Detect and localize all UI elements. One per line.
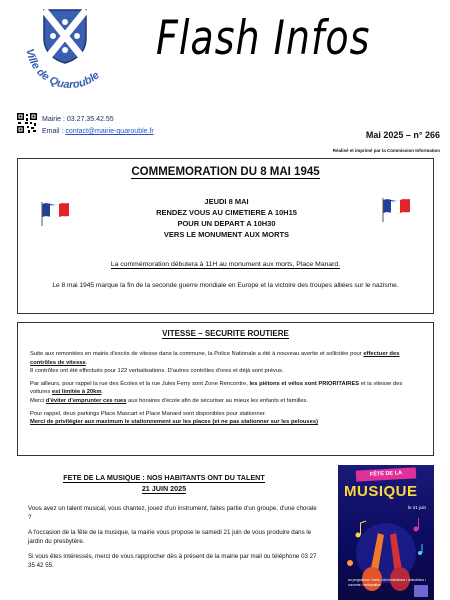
fete-title [22,472,306,494]
town-logo [14,4,122,100]
commemoration-title [18,166,433,178]
fete-paragraph: Si vous êtes intéressés, merci de vous rapprocher dès à présent de la mairie par mail ou téléphone 03 27 35 42 55. [28,553,317,569]
commemoration-box [17,158,434,314]
text-run-emphasis: est limitée à 20km [51,389,102,396]
mairie-phone-line [42,114,154,126]
email-label: Email : [42,128,66,135]
contact-block [42,114,154,138]
poster-tag: FÊTE DE LA [356,467,416,481]
text-run: Merci [30,397,46,404]
text-run-emphasis: Merci de privilégier aux maximum le stationnement sur les places (et ne pas stationner sur les pelouses) [30,419,319,426]
schedule-line: JEUDI 8 MAI [204,197,249,206]
text-run: 8 contrôles ont été effectués pour 122 verbalisations. D'autres contrôles d'ores et déjà sont prévus. [30,368,284,375]
commemoration-schedule [78,196,375,240]
commemoration-location [18,261,433,268]
text-run: aux horaires d'école afin de sécuriser au mieux les enfants et familles. [126,397,309,404]
logo-text: Ville de Quarouble [23,47,102,92]
schedule-line: VERS LE MONUMENT AUX MORTS [163,230,290,239]
schedule-line: POUR UN DEPART A 10H30 [177,219,276,228]
vitesse-paragraph [30,380,423,406]
fete-title-date: 21 JUIN 2025 [141,484,187,493]
vitesse-body [30,350,423,431]
shield-icon [42,8,88,64]
schedule-line: RENDEZ VOUS AU CIMETIERE A 10H15 [156,208,297,217]
page-title: Flash Infos [156,10,371,65]
printed-by: Réalisé et imprimé par la Commission Information [332,148,440,153]
poster-title: MUSIQUE [344,483,418,500]
commemoration-title-text: COMMEMORATION DU 8 MAI 1945 [131,166,320,178]
text-run: Pour rappel, deux parkings Place Mascart et Place Manard sont disponibles pour stationner. [30,410,267,417]
fete-poster [338,465,434,600]
email-link[interactable]: contact@mairie-quarouble.fr [65,128,154,135]
vitesse-title-text: VITESSE – SECURITE ROUTIERE [162,329,289,338]
poster-info: au programme • karts • démonstrations • animations • concerts • restauration [348,578,427,587]
fete-paragraph: A l'occasion de la fête de la musique, la mairie vous propose le samedi 21 juin de vous produire dans le jardin du presbytère. [28,529,312,545]
french-flag-icon [381,197,411,223]
vitesse-title [18,329,433,338]
fete-title-line: FETE DE LA MUSIQUE : NOS HABITANTS ONT DU TALENT [63,473,265,482]
vitesse-paragraph [30,350,423,376]
email-line [42,126,154,138]
mairie-phone: 03.27.35.42.55 [66,116,114,123]
text-run-emphasis: les piétons et vélos sont PRIORITAIRES [249,380,360,387]
fete-body [28,504,318,576]
vitesse-paragraph [30,410,423,427]
vitesse-box [17,322,434,456]
text-run: et la vitesse des voitures [30,380,403,396]
text-run-emphasis: d'éviter d'emprunter ces rues [45,397,127,404]
french-flag-icon [40,201,70,227]
fete-paragraph: Vous avez un talent musical, vous chantez, jouez d'un instrument, faites partie d'un groupe, d'une chorale ? [28,505,317,521]
mairie-label: Mairie : [42,116,67,123]
text-run: Suite aux remontées en mairie d'excès de vitesse dans la commune, la Police Nationale a été à nouveau avertie et sollicitée pour [30,351,364,357]
issue-number: Mai 2025 – n° 266 [365,130,440,140]
poster-date: le 21 juin [407,505,426,510]
qr-code-icon [16,112,38,134]
text-run: Par ailleurs, pour rappel la rue des Écoles et la rue Jules Ferry sont Zone Rencontre, [30,380,250,387]
text-run-emphasis: effectuer des contrôles de vitesse [30,351,400,366]
commemoration-paragraph: Le 8 mai 1945 marque la fin de la seconde guerre mondiale en Europe et la victoire des troupes alliées sur le nazisme. [52,282,399,289]
text-run: . [85,359,88,366]
commemoration-location-text: La commémoration débutera à 11H au monument aux morts, Place Manard. [110,261,341,268]
text-run: . [101,389,104,396]
